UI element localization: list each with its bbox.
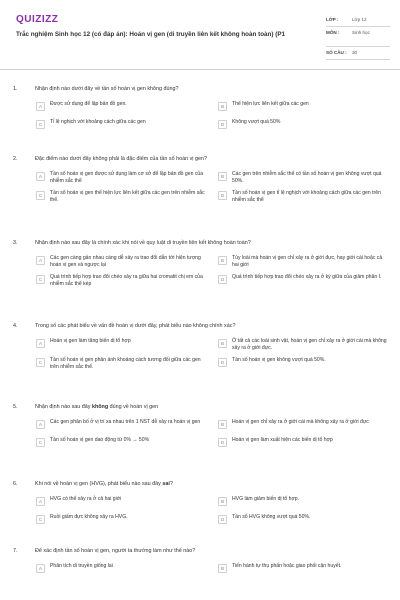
option-letter: A (36, 497, 45, 506)
option-letter: C (36, 515, 45, 524)
option-d[interactable] (218, 437, 390, 449)
option-text: Tần số hoán vị gen phản ánh khoảng cách tương đối giữa các gen trên nhiễm sắc thể. (50, 357, 201, 370)
option-letter: D (218, 515, 227, 524)
option-letter: A (36, 172, 45, 181)
question-text: Trong số các phát biểu về vấn đề hoán vị dưới đây, phát biểu nào không chính xác? (35, 323, 236, 329)
meta-key: SỐ CÂU : (326, 50, 347, 55)
option-a[interactable] (36, 563, 208, 575)
option-grid (36, 171, 400, 203)
question-number: 5. (13, 404, 18, 410)
question (0, 404, 400, 449)
question-text: Nhận định nào sau đây không đúng về hoán vị gen (35, 404, 159, 410)
option-a[interactable] (36, 171, 208, 184)
option-letter: A (36, 339, 45, 348)
option-text: Các gen phân bố ở vị trí xa nhau trên 1 NST dễ xảy ra hoán vị gen (50, 419, 201, 425)
option-letter: D (218, 120, 227, 129)
option-text: Tần số hoán vị gen không vượt quá 50%. (232, 357, 326, 364)
option-letter: A (36, 564, 45, 573)
option-grid (36, 255, 400, 287)
question (0, 548, 400, 575)
option-text: Ở tất cả các loài sinh vật, hoán vị gen chỉ xảy ra ở giới cái mà không xảy ra ở giới đực. (232, 338, 387, 351)
question (0, 323, 400, 370)
option-text: Phân tích di truyền giống lai (50, 563, 113, 569)
meta-key: MÔN : (326, 30, 340, 35)
option-letter: C (36, 191, 45, 200)
option-text: Tần số hoán vị gen được sử dụng làm cơ sở để lập bản đồ gen của nhiễm sắc thể (50, 171, 204, 184)
option-letter: B (218, 564, 227, 573)
option-letter: B (218, 172, 227, 181)
question-text: Để xác định tần số hoán vị gen, người ta thường làm như thế nào? (35, 548, 196, 554)
question-text: Đặc điểm nào dưới đây không phải là đặc điểm của tần số hoán vị gen? (35, 156, 207, 162)
emphasis: sai (162, 481, 170, 487)
option-b[interactable] (218, 338, 390, 351)
option-c[interactable] (36, 119, 208, 131)
option-letter: B (218, 497, 227, 506)
question-text: Nhận định nào dưới đây về tần số hoán vị gen không đúng? (35, 86, 179, 92)
option-text: Tần số hoán vị gen dao động từ 0% → 50% (50, 437, 150, 443)
option-text: Không vượt quá 50% (232, 119, 281, 125)
option-text: Thể hiện lực liên kết giữa các gen (232, 101, 309, 107)
option-text: HVG làm giảm biến dị tổ hợp. (232, 496, 300, 502)
option-letter: A (36, 102, 45, 111)
option-letter: B (218, 420, 227, 429)
option-letter: D (218, 191, 227, 200)
option-b[interactable] (218, 496, 390, 508)
question-number: 7. (13, 548, 18, 554)
option-letter: A (36, 420, 45, 429)
worksheet-meta (326, 14, 390, 60)
option-d[interactable] (218, 119, 390, 131)
option-letter: B (218, 102, 227, 111)
option-letter: D (218, 275, 227, 284)
question-number: 6. (13, 481, 18, 487)
option-text: Hoán vị gen làm xuất hiện các biến dị tổ hợp (232, 437, 333, 443)
option-letter: D (218, 358, 227, 367)
option-d[interactable] (218, 514, 390, 526)
option-grid (36, 496, 400, 526)
option-text: Các gen càng gần nhau càng dễ xảy ra trao đổi dẫn tới hiện tượng hoán vị gen và ngược lại (50, 255, 201, 268)
option-a[interactable] (36, 101, 208, 113)
option-c[interactable] (36, 437, 208, 449)
meta-row-class (326, 14, 390, 27)
question-number: 1. (13, 86, 18, 92)
question (0, 240, 400, 287)
question-text: Nhận định nào sau đây là chính xác khi nói về quy luật di truyền liên kết không hoàn toàn? (35, 240, 251, 246)
question-number: 2. (13, 156, 18, 162)
meta-row-subject (326, 27, 390, 47)
option-d[interactable] (218, 357, 390, 370)
option-b[interactable] (218, 255, 390, 268)
option-b[interactable] (218, 563, 390, 575)
option-text: Quá trình tiếp hợp trao đổi chéo xảy ra ở kỳ giữa của giảm phân I. (232, 274, 382, 281)
option-c[interactable] (36, 357, 208, 370)
option-a[interactable] (36, 496, 208, 508)
meta-value: Sinh học (352, 30, 370, 35)
meta-key: LỚP : (326, 17, 339, 22)
option-b[interactable] (218, 171, 390, 184)
emphasis: không (91, 404, 109, 410)
option-grid (36, 101, 400, 131)
option-letter: D (218, 438, 227, 447)
option-text: Quá trình tiếp hợp trao đổi chéo xảy ra giữa hai cromatit chị em của nhiễm sắc thể kép (50, 274, 203, 287)
question-number: 3. (13, 240, 18, 246)
option-text: Được sử dụng để lập bản đồ gen. (50, 101, 127, 107)
option-c[interactable] (36, 514, 208, 526)
quizizz-logo[interactable]: QUIZIZZ (16, 14, 59, 25)
worksheet-title: Trắc nghiệm Sinh học 12 (có đáp án): Hoán vị gen (di truyền liên kết không hoàn toàn) (P1 (16, 31, 286, 38)
option-b[interactable] (218, 419, 390, 431)
option-text: Tần số hoán vị gen thể hiện lực liên kết giữa các gen trên nhiễm sắc thể. (50, 190, 205, 203)
question (0, 481, 400, 526)
option-text: Tùy loài mà hoán vị gen chỉ xảy ra ở giới đực, hay giới cái hoặc cả hai giới (232, 255, 383, 268)
option-text: Các gen trên nhiễm sắc thể có tần số hoán vị gen không vượt quá 50%. (232, 171, 382, 184)
option-grid (36, 338, 400, 370)
option-text: HVG có thể xảy ra ở cả hai giới (50, 496, 122, 502)
option-text: Tiến hành tự thụ phấn hoặc giao phối cận huyết. (232, 563, 342, 569)
option-text: Tỉ lệ nghịch với khoảng cách giữa các gen (50, 119, 146, 125)
option-b[interactable] (218, 101, 390, 113)
option-a[interactable] (36, 338, 208, 351)
option-text: Hoán vị gen làm tăng biến dị tổ hợp (50, 338, 131, 344)
option-d[interactable] (218, 190, 390, 203)
option-text: Tần số HVG không vượt quá 50%. (232, 514, 311, 520)
question (0, 86, 400, 131)
option-letter: C (36, 120, 45, 129)
option-letter: A (36, 256, 45, 265)
option-text: Ruồi giấm đực không xảy ra HVG. (50, 514, 128, 520)
option-letter: C (36, 438, 45, 447)
meta-row-count (326, 47, 390, 60)
option-c[interactable] (36, 190, 208, 203)
option-c[interactable] (36, 274, 208, 287)
question-number: 4. (13, 323, 18, 329)
meta-value: 30 (352, 50, 358, 55)
question-text: Khi nói về hoán vị gen (HVG), phát biểu nào sau đây sai? (35, 481, 173, 487)
option-a[interactable] (36, 255, 208, 268)
option-a[interactable] (36, 419, 208, 431)
option-text: Tần số hoán vị gen tỉ lệ nghịch với khoảng cách giữa các gen trên nhiễm sắc thể (232, 190, 381, 203)
meta-value: Lớp 12 (352, 17, 367, 22)
option-letter: B (218, 339, 227, 348)
option-grid (36, 563, 400, 575)
option-letter: C (36, 275, 45, 284)
option-text: Hoán vị gen chỉ xảy ra ở giới cái mà không xảy ra ở giới đực (232, 419, 369, 425)
question (0, 156, 400, 203)
option-grid (36, 419, 400, 449)
option-d[interactable] (218, 274, 390, 287)
option-letter: B (218, 256, 227, 265)
worksheet-header (0, 0, 400, 70)
option-letter: C (36, 358, 45, 367)
